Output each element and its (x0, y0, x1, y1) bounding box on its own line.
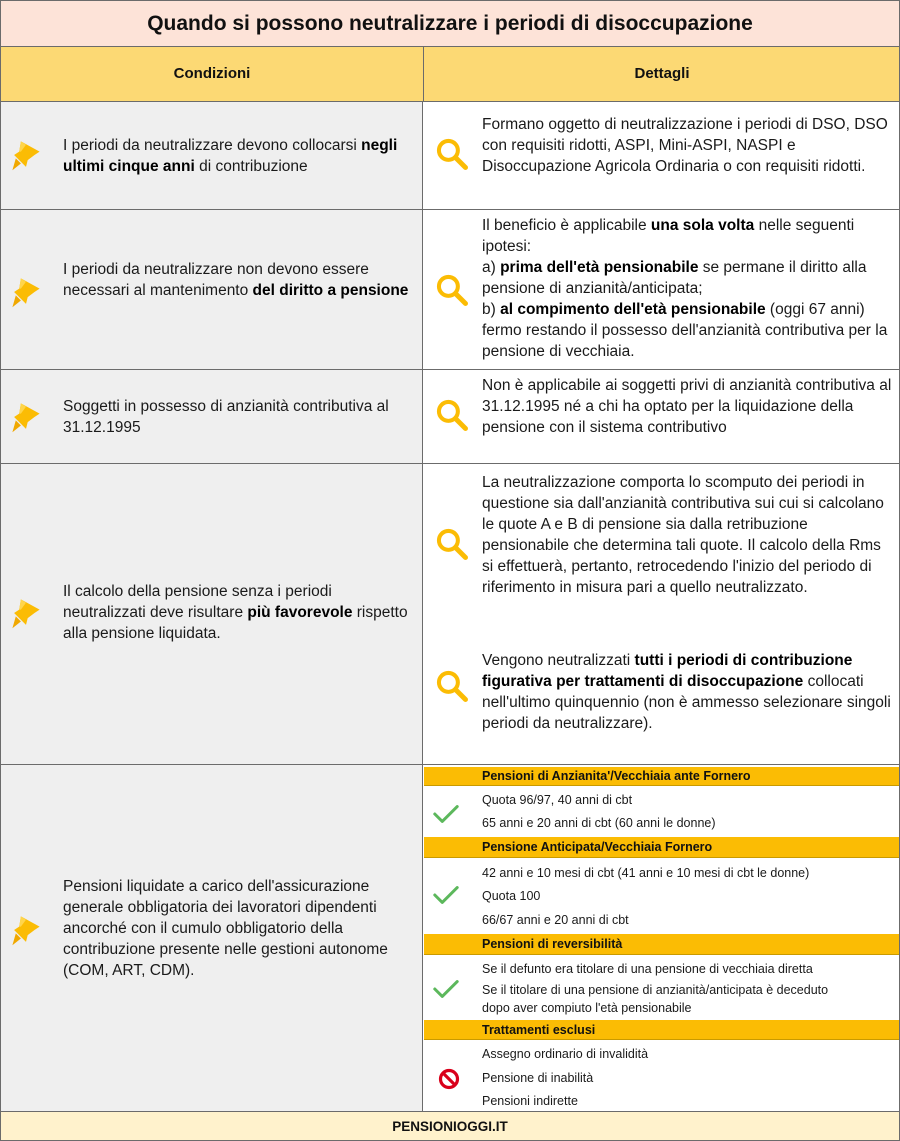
pushpin-icon (9, 913, 43, 947)
checkmark-icon (432, 884, 460, 906)
header-details: Dettagli (634, 65, 690, 82)
checkmark-icon (432, 803, 460, 825)
group-item: 42 anni e 10 mesi di cbt (41 anni e 10 mesi di cbt le donne) (482, 866, 810, 880)
magnifier-icon (434, 668, 470, 704)
group-header: Pensione Anticipata/Vecchiaia Fornero (424, 837, 899, 858)
magnifier-icon (434, 397, 470, 433)
checkmark-icon (432, 978, 460, 1000)
condition-text: Pensioni liquidate a carico dell'assicurazione generale obbligatoria dei lavoratori dipendenti ancorché con il cumulo obbligatorio della contribuzione presente nelle gestioni autonome (COM, ART, CDM). (63, 878, 388, 979)
table-row (0, 464, 900, 765)
detail-cell (424, 210, 899, 369)
magnifier-icon (434, 136, 470, 172)
table-row (0, 210, 900, 370)
table-header (0, 47, 900, 102)
group-item: Pensione di inabilità (482, 1071, 594, 1085)
detail-text: Vengono neutralizzati tutti i periodi di contribuzione figurativa per trattamenti di disoccupazione collocati nell'ultimo quinquennio (non è ammesso selezionare singoli periodi da neutralizzare). (482, 652, 891, 732)
group-item: dopo aver compiuto l'età pensionabile (482, 1001, 692, 1015)
group-item: 66/67 anni e 20 anni di cbt (482, 913, 629, 927)
detail-cell (424, 102, 899, 209)
condition-text: Il calcolo della pensione senza i periodi neutralizzati deve risultare più favorevole rispetto alla pensione liquidata. (63, 583, 408, 642)
group-header: Pensioni di Anzianita'/Vecchiaia ante Fornero (424, 767, 899, 786)
header-conditions: Condizioni (173, 65, 251, 82)
detail-text: La neutralizzazione comporta lo scomputo dei periodi in questione sia dall'anzianità contributiva sui cui si calcolano le quote A e B di pensione sia dalla retribuzione pensionabile che determina tali quote. Il calcolo della Rms si effettuerà, pertanto, retrocedendo l'inizio del periodo di riferimento in misura pari a quello neutralizzato. (482, 474, 884, 596)
condition-text: Soggetti in possesso di anzianità contributiva al 31.12.1995 (63, 398, 389, 436)
condition-cell (1, 765, 423, 1111)
condition-text: I periodi da neutralizzare devono collocarsi negli ultimi cinque anni di contribuzione (63, 137, 398, 175)
condition-cell (1, 210, 423, 369)
table-row (0, 370, 900, 464)
detail-cell (424, 765, 899, 1111)
magnifier-icon (434, 526, 470, 562)
group-item: Quota 100 (482, 889, 541, 903)
detail-text: Formano oggetto di neutralizzazione i periodi di DSO, DSO con requisiti ridotti, ASPI, Mini-ASPI, NASPI e Disoccupazione Agricola Ordinaria o con requisiti ridotti. (482, 116, 888, 175)
group-header: Pensioni di reversibilità (424, 934, 899, 955)
group-item: Se il titolare di una pensione di anzianità/anticipata è deceduto (482, 983, 829, 997)
group-item: Se il defunto era titolare di una pensione di vecchiaia diretta (482, 962, 813, 976)
pushpin-icon (9, 138, 43, 172)
group-header: Trattamenti esclusi (424, 1020, 899, 1040)
group-item: 65 anni e 20 anni di cbt (60 anni le donne) (482, 816, 716, 830)
detail-text: Non è applicabile ai soggetti privi di anzianità contributiva al 31.12.1995 né a chi ha optato per la liquidazione della pensione con il sistema contributivo (482, 377, 892, 436)
condition-cell (1, 102, 423, 209)
pushpin-icon (9, 596, 43, 630)
prohibited-icon (438, 1068, 460, 1090)
group-item: Pensioni indirette (482, 1094, 578, 1108)
group-item: Assegno ordinario di invalidità (482, 1047, 649, 1061)
detail-text: Il beneficio è applicabile una sola volta nelle seguenti ipotesi: a) prima dell'età pensionabile se permane il diritto alla pensione di anzianità/anticipata; b) al compimento dell'età pensionabile (oggi 67 anni) fermo restando il possesso dell'anzianità contributiva per la pensione di vecchiaia. (482, 217, 888, 360)
pushpin-icon (9, 400, 43, 434)
pushpin-icon (9, 275, 43, 309)
footer-source: PENSIONIOGGI.IT (0, 1112, 900, 1141)
page-title: Quando si possono neutralizzare i periodi di disoccupazione (0, 0, 900, 47)
condition-cell (1, 370, 423, 463)
detail-cell (424, 464, 899, 764)
table-row (0, 102, 900, 210)
table-row (0, 765, 900, 1112)
condition-cell (1, 464, 423, 764)
condition-text: I periodi da neutralizzare non devono essere necessari al mantenimento del diritto a pensione (63, 261, 409, 299)
detail-cell (424, 370, 899, 463)
group-item: Quota 96/97, 40 anni di cbt (482, 793, 633, 807)
magnifier-icon (434, 272, 470, 308)
